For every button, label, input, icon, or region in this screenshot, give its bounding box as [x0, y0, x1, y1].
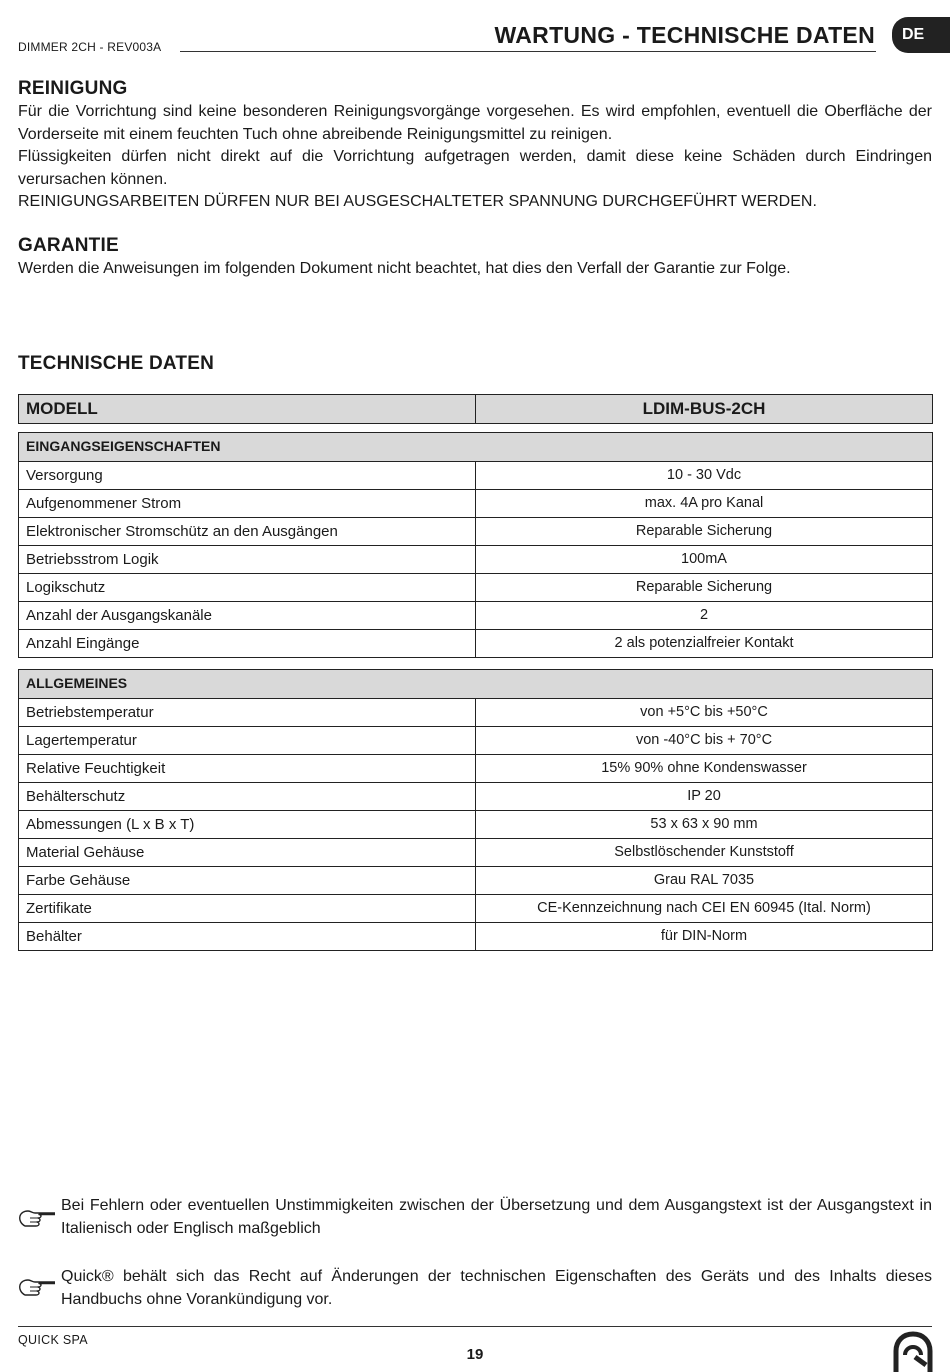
input-properties-table [18, 432, 933, 658]
spec-value: 2 als potenzialfreier Kontakt [614, 635, 794, 651]
spec-label: Farbe Gehäuse [19, 867, 476, 894]
page-number: 19 [466, 1346, 484, 1363]
model-label: MODELL [19, 395, 476, 423]
spec-value: von +5°C bis +50°C [640, 704, 768, 720]
cleaning-text-2: Flüssigkeiten dürfen nicht direkt auf die Vorrichtung aufgetragen werden, damit diese keine Schäden durch Eindringen verursachen können. [18, 148, 932, 188]
document-code: DIMMER 2CH - REV003A [18, 40, 162, 54]
company-name: QUICK SPA [18, 1333, 88, 1347]
footer-rule [18, 1326, 932, 1327]
spec-label: Betriebstemperatur [19, 699, 476, 726]
spec-value: 100mA [681, 551, 727, 567]
spec-label: Material Gehäuse [19, 839, 476, 866]
table-row [19, 782, 932, 810]
model-table [18, 394, 933, 424]
spec-label: Lagertemperatur [19, 727, 476, 754]
spec-label: Behälter [19, 923, 476, 950]
spec-label: Relative Feuchtigkeit [19, 755, 476, 782]
table-row [19, 601, 932, 629]
spec-value: 15% 90% ohne Kondenswasser [601, 760, 807, 776]
spec-value: für DIN-Norm [660, 928, 748, 944]
spec-value: max. 4A pro Kanal [644, 495, 764, 511]
table-row [19, 894, 932, 922]
cleaning-text-1: Für die Vorrichtung sind keine besonderen Reinigungsvorgänge vorgesehen. Es wird empfohlen, eventuell die Oberfläche der Vorderseite mit einem feuchten Tuch ohne abreibende Reinigungsmittel zu reinigen. [18, 103, 932, 143]
spec-value: Reparable Sicherung [635, 523, 773, 539]
spec-label: Logikschutz [19, 574, 476, 601]
table-row [19, 629, 932, 657]
spec-value: Selbstlöschender Kunststoff [614, 844, 794, 860]
spec-value: 10 - 30 Vdc [666, 467, 742, 483]
header-rule [180, 51, 876, 52]
rights-note: Quick® behält sich das Recht auf Änderungen der technischen Eigenschaften des Geräts und des Inhalts dieses Handbuchs ohne Vorankündigung vor. [61, 1268, 932, 1308]
spec-label: Elektronischer Stromschütz an den Ausgängen [19, 518, 476, 545]
spec-value: Grau RAL 7035 [653, 872, 755, 888]
group-header: ALLGEMEINES [19, 670, 932, 698]
table-row [19, 545, 932, 573]
spec-value: 2 [699, 607, 709, 623]
table-row [19, 573, 932, 601]
spec-value: IP 20 [687, 788, 721, 804]
translation-note: Bei Fehlern oder eventuellen Unstimmigkeiten zwischen der Übersetzung und dem Ausgangstext ist der Ausgangstext in Italienisch oder Englisch maßgeblich [61, 1197, 932, 1237]
spec-label: Anzahl Eingänge [19, 630, 476, 657]
spec-label: Behälterschutz [19, 783, 476, 810]
table-row [19, 754, 932, 782]
language-tab: DE [892, 17, 950, 53]
spec-value: CE-Kennzeichnung nach CEI EN 60945 (Ital. Norm) [537, 900, 871, 916]
table-row [19, 922, 932, 950]
group-header: EINGANGSEIGENSCHAFTEN [19, 433, 932, 461]
spec-label: Abmessungen (L x B x T) [19, 811, 476, 838]
warranty-text: Werden die Anweisungen im folgenden Dokument nicht beachtet, hat dies den Verfall der Garantie zur Folge. [18, 260, 791, 277]
spec-value: von -40°C bis + 70°C [635, 732, 773, 748]
spec-value: 53 x 63 x 90 mm [650, 816, 758, 832]
spec-label: Anzahl der Ausgangskanäle [19, 602, 476, 629]
cleaning-warning: REINIGUNGSARBEITEN DÜRFEN NUR BEI AUSGESCHALTETER SPANNUNG DURCHGEFÜHRT WERDEN. [18, 193, 817, 210]
general-properties-table [18, 669, 933, 951]
technical-data-heading: TECHNISCHE DATEN [18, 353, 215, 374]
quick-logo-icon [893, 1331, 933, 1372]
model-value: LDIM-BUS-2CH [642, 399, 766, 418]
spec-label: Betriebsstrom Logik [19, 546, 476, 573]
table-row [19, 461, 932, 489]
table-row [19, 489, 932, 517]
spec-label: Zertifikate [19, 895, 476, 922]
spec-value: Reparable Sicherung [635, 579, 773, 595]
table-row [19, 698, 932, 726]
cleaning-heading: REINIGUNG [18, 78, 128, 99]
table-row [19, 517, 932, 545]
spec-label: Versorgung [19, 462, 476, 489]
table-row [19, 838, 932, 866]
pointing-hand-icon [18, 1275, 56, 1297]
table-row [19, 726, 932, 754]
warranty-heading: GARANTIE [18, 235, 119, 256]
table-row [19, 810, 932, 838]
pointing-hand-icon [18, 1206, 56, 1228]
table-row [19, 866, 932, 894]
page-title: WARTUNG - TECHNISCHE DATEN [494, 22, 875, 48]
spec-label: Aufgenommener Strom [19, 490, 476, 517]
